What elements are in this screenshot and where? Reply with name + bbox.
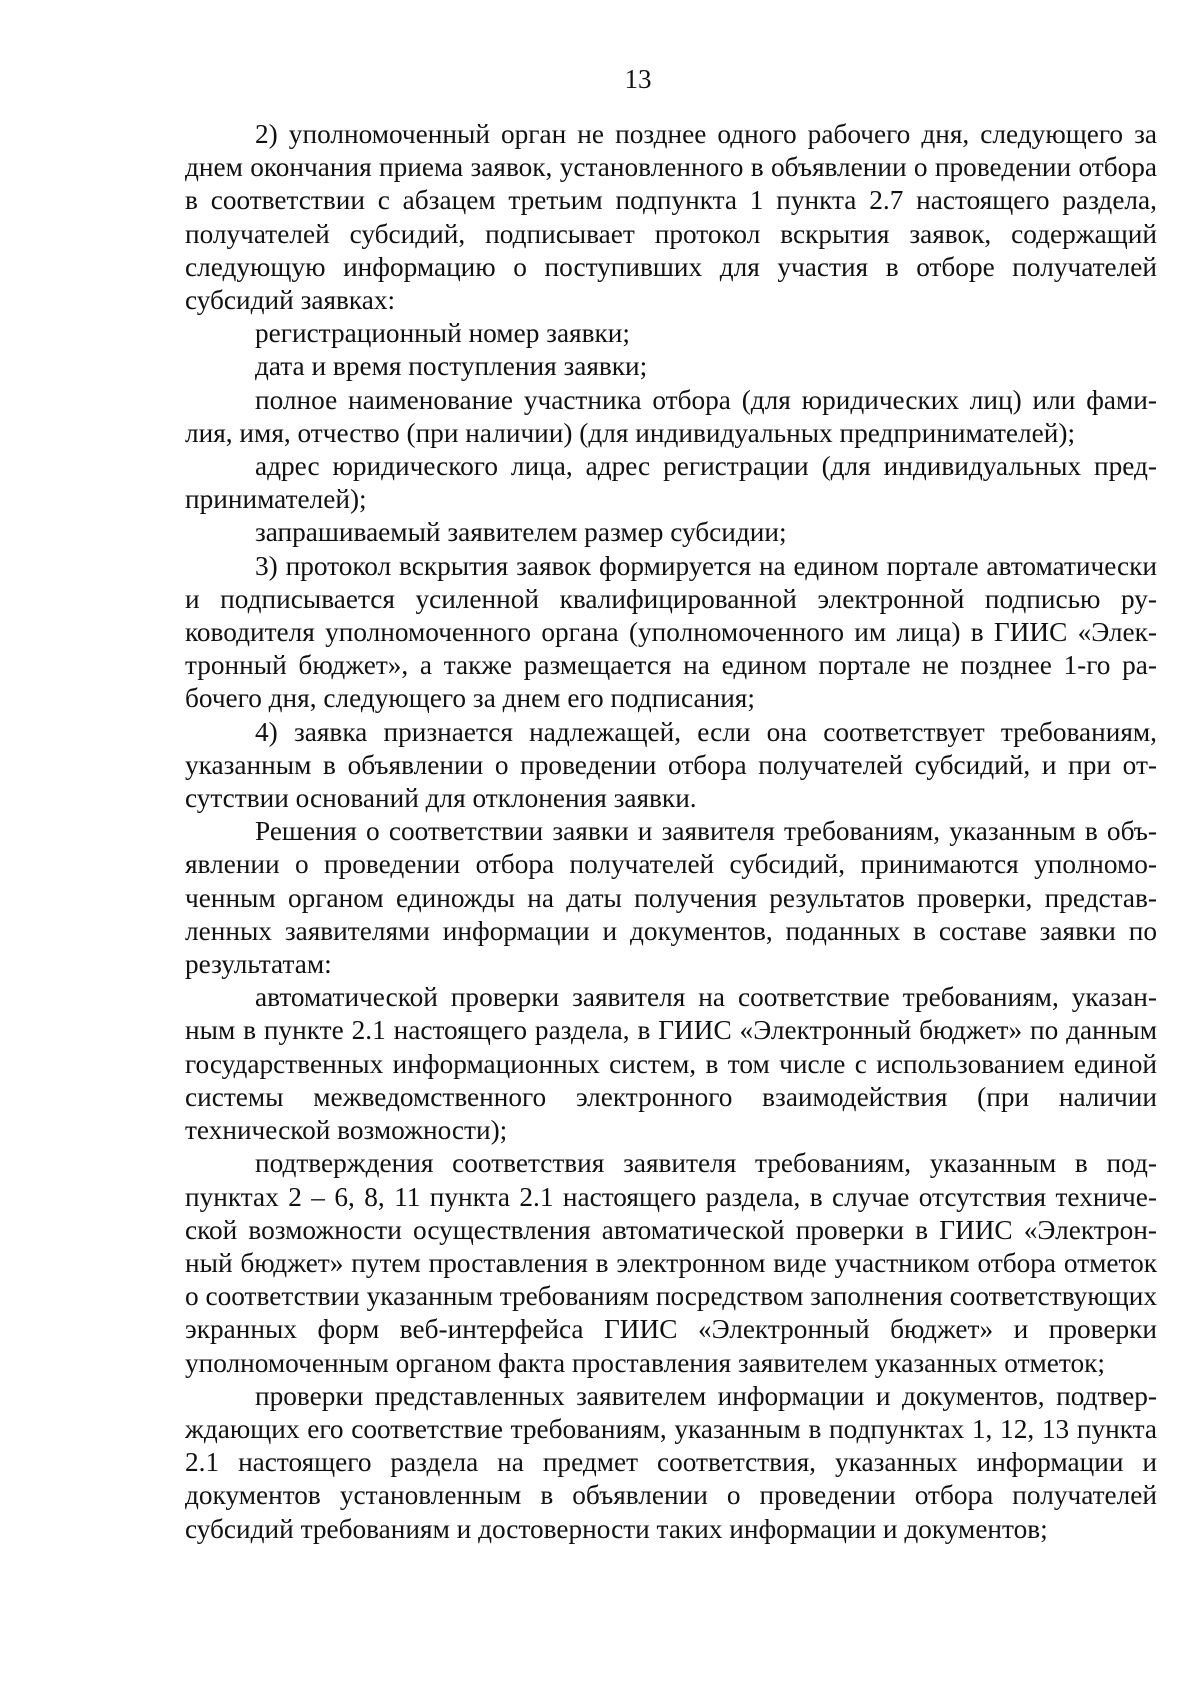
- paragraph-automatic-check: автоматической проверки заявителя на соответствие требованиям, указанным в пункте 2.1 настоящего раздела, в ГИИС «Электронный бюджет» по данным государственных информационных систем, в том числе с использованием единой системы межведомственного электронного взаимодействия (при наличии технической возможности);: [185, 982, 1157, 1146]
- paragraph-item-4: 4) заявка признается надлежащей, если она соответствует требованиям, указанным в объявлении о проведении отбора получателей субсидий, и при отсутствии оснований для отклонения заявки.: [185, 716, 1157, 814]
- paragraph-subsidy-amount: запрашиваемый заявителем размер субсидии;: [255, 517, 787, 548]
- paragraph-registration-number: регистрационный номер заявки;: [255, 318, 630, 349]
- paragraph-document-check: проверки представленных заявителем информации и документов, подтверждающих его соответствие требованиям, указанным в подпунктах 1, 12, 13 пункта 2.1 настоящего раздела на предмет соответствия, указанных информации и документов установленным в объявлении о проведении отбора получателей субсидий требованиям и достоверности таких информации и документов;: [185, 1380, 1157, 1544]
- paragraph-full-name: полное наименование участника отбора (для юридических лиц) или фамилия, имя, отчество (при наличии) (для индивидуальных предпринимателей);: [185, 384, 1157, 448]
- paragraph-item-3: 3) протокол вскрытия заявок формируется на едином портале автоматически и подписывается усиленной квалифицированной электронной подписью руководителя уполномоченного органа (уполномоченного им лица) в ГИИС «Электронный бюджет», а также размещается на едином портале не позднее 1-го рабочего дня, следующего за днем его подписания;: [185, 550, 1157, 714]
- page-number: 13: [624, 64, 652, 94]
- paragraph-decisions: Решения о соответствии заявки и заявителя требованиям, указанным в объявлении о проведении отбора получателей субсидий, принимаются уполномоченным органом единожды на даты получения результатов проверки, представленных заявителями информации и документов, поданных в составе заявки по результатам:: [185, 816, 1157, 980]
- paragraph-item-2: 2) уполномоченный орган не позднее одного рабочего дня, следующего за днем окончания приема заявок, установленного в объявлении о проведении отбора в соответствии с абзацем третьим подпункта 1 пункта 2.7 настоящего раздела, получателей субсидий, подписывает протокол вскрытия заявок, содержащий следующую информацию о поступивших для участия в отборе получателей субсидий заявках:: [185, 119, 1157, 316]
- paragraph-confirmation: подтверждения соответствия заявителя требованиям, указанным в подпунктах 2 – 6, 8, 11 пункта 2.1 настоящего раздела, в случае отсутствия технической возможности осуществления автоматической проверки в ГИИС «Электронный бюджет» путем проставления в электронном виде участником отбора отметок о соответствии указанным требованиям посредством заполнения соответствующих экранных форм веб-интерфейса ГИИС «Электронный бюджет» и проверки уполномоченным органом факта проставления заявителем указанных отметок;: [185, 1148, 1157, 1378]
- document-body: [185, 118, 1157, 1546]
- paragraph-date-time: дата и время поступления заявки;: [255, 351, 648, 382]
- paragraph-address: адрес юридического лица, адрес регистрации (для индивидуальных предпринимателей);: [185, 451, 1157, 515]
